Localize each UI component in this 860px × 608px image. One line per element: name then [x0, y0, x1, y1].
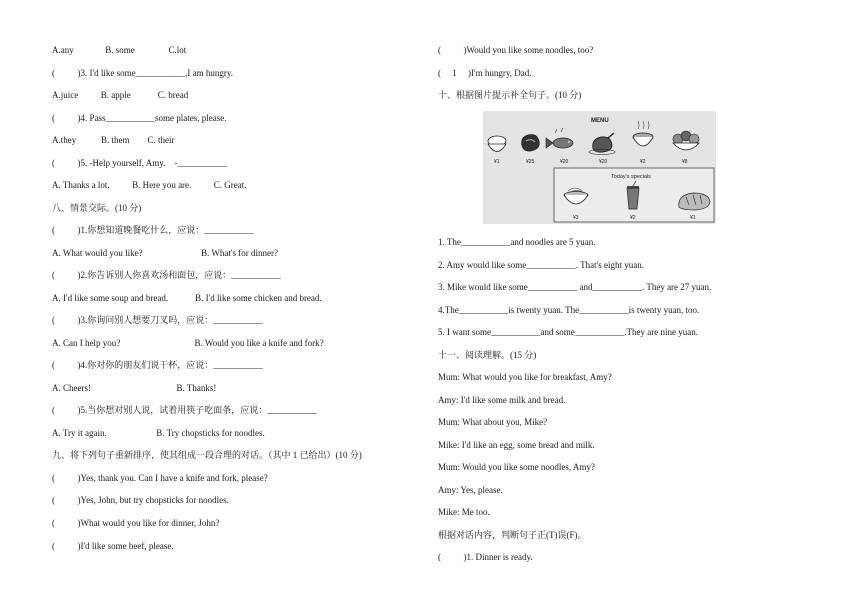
question-line: ( )2.你告诉别人你喜欢汤和面包，应说：___________ — [52, 270, 281, 280]
reading-line: Mike: Me too. — [438, 507, 490, 517]
question-line: ( )4. Pass___________some plates, please. — [52, 113, 227, 123]
question-line: ( )1.你想知道晚餐吃什么，应说：___________ — [52, 225, 254, 235]
options-line: A.juice B. apple C. bread — [52, 90, 189, 100]
question-line: ( )5. -Help yourself, Amy. -___________ — [52, 158, 227, 168]
reading-line: Mum: What about you, Mike? — [438, 417, 548, 427]
question-line: ( )3. I'd like some___________,I am hungry. — [52, 68, 234, 78]
reading-line: Amy: I'd like some milk and bread. — [438, 395, 566, 405]
dialogue-line: ( )I'd like some beef, please. — [52, 541, 174, 551]
options-line: A. Try it again. B. Try chopsticks for noodles. — [52, 428, 265, 438]
question-line: ( )5.当你想对别人说，试着用筷子吃面条，应说：___________ — [52, 405, 317, 415]
price-label: ¥25 — [526, 159, 535, 165]
price-label: ¥3 — [573, 215, 579, 221]
fill-in-line: 2. Amy would like some___________. That's eight yuan. — [438, 260, 644, 270]
dialogue-line: ( 1 )I'm hungry, Dad. — [438, 68, 532, 78]
bread-icon — [679, 193, 710, 210]
fill-in-line: 1. The___________and noodles are 5 yuan. — [438, 237, 596, 247]
price-label: ¥1 — [494, 159, 500, 165]
question-line: ( )3.你询问别人想要刀叉吗，应说：___________ — [52, 315, 263, 325]
fill-in-line: 4.The___________is twenty yuan. The___________is twenty yuan, too. — [438, 305, 700, 315]
reading-line: Amy: Yes, please. — [438, 485, 503, 495]
reading-line: Mum: What would you like for breakfast, Amy? — [438, 372, 612, 382]
reading-line: Mum: Would you like some noodles, Amy? — [438, 462, 595, 472]
options-line: A. Can I help you? B. Would you like a knife and fork? — [52, 338, 324, 348]
dialogue-line: ( )What would you like for dinner, John? — [52, 518, 220, 528]
price-label: ¥1 — [690, 215, 696, 221]
price-label: ¥20 — [560, 159, 569, 165]
section-heading: 十、根据图片提示补全句子。(10 分) — [438, 90, 582, 100]
instruction-line: 根据对话内容，判断句子正(T)误(F)。 — [438, 530, 587, 540]
section-heading: 九、将下列句子重新排序，使其组成一段合理的对话。（其中 1 已给出）(10 分) — [52, 450, 362, 460]
reading-line: Mike: I'd like an egg, some bread and milk. — [438, 440, 595, 450]
dialogue-line: ( )Yes, thank you. Can I have a knife and fork, please? — [52, 473, 268, 483]
dialogue-line: ( )Yes, John, but try chopsticks for noodles. — [52, 495, 229, 505]
options-line: A. I'd like some soup and bread. B. I'd like some chicken and bread. — [52, 293, 322, 303]
fill-in-line: 5. I want some___________and some___________.They are nine yuan. — [438, 327, 698, 337]
options-line: A.they B. them C. their — [52, 135, 175, 145]
specials-title: Today's specials — [611, 174, 651, 180]
section-heading: 十一、阅读理解。(15 分) — [438, 350, 537, 360]
beef-icon — [522, 135, 540, 152]
options-line: A.any B. some C.lot — [52, 45, 187, 55]
menu-title: MENU — [591, 118, 609, 124]
section-heading: 八、情景交际。(10 分) — [52, 203, 142, 213]
price-label: ¥2 — [640, 159, 646, 165]
fill-in-line: 3. Mike would like some___________ and___________. They are 27 yuan. — [438, 282, 712, 292]
options-line: A. What would you like? B. What's for dinner? — [52, 248, 279, 258]
options-line: A. Thanks a lot. B. Here you are. C. Great. — [52, 180, 247, 190]
price-label: ¥2 — [630, 215, 636, 221]
price-label: ¥8 — [682, 159, 688, 165]
options-line: A. Cheers! B. Thanks! — [52, 383, 217, 393]
price-label: ¥20 — [599, 159, 608, 165]
question-line: ( )1. Dinner is ready. — [438, 552, 533, 562]
question-line: ( )4.你对你的朋友们说干杯，应说：___________ — [52, 360, 263, 370]
dialogue-line: ( )Would you like some noodles, too? — [438, 45, 594, 55]
menu-picture — [483, 111, 716, 224]
